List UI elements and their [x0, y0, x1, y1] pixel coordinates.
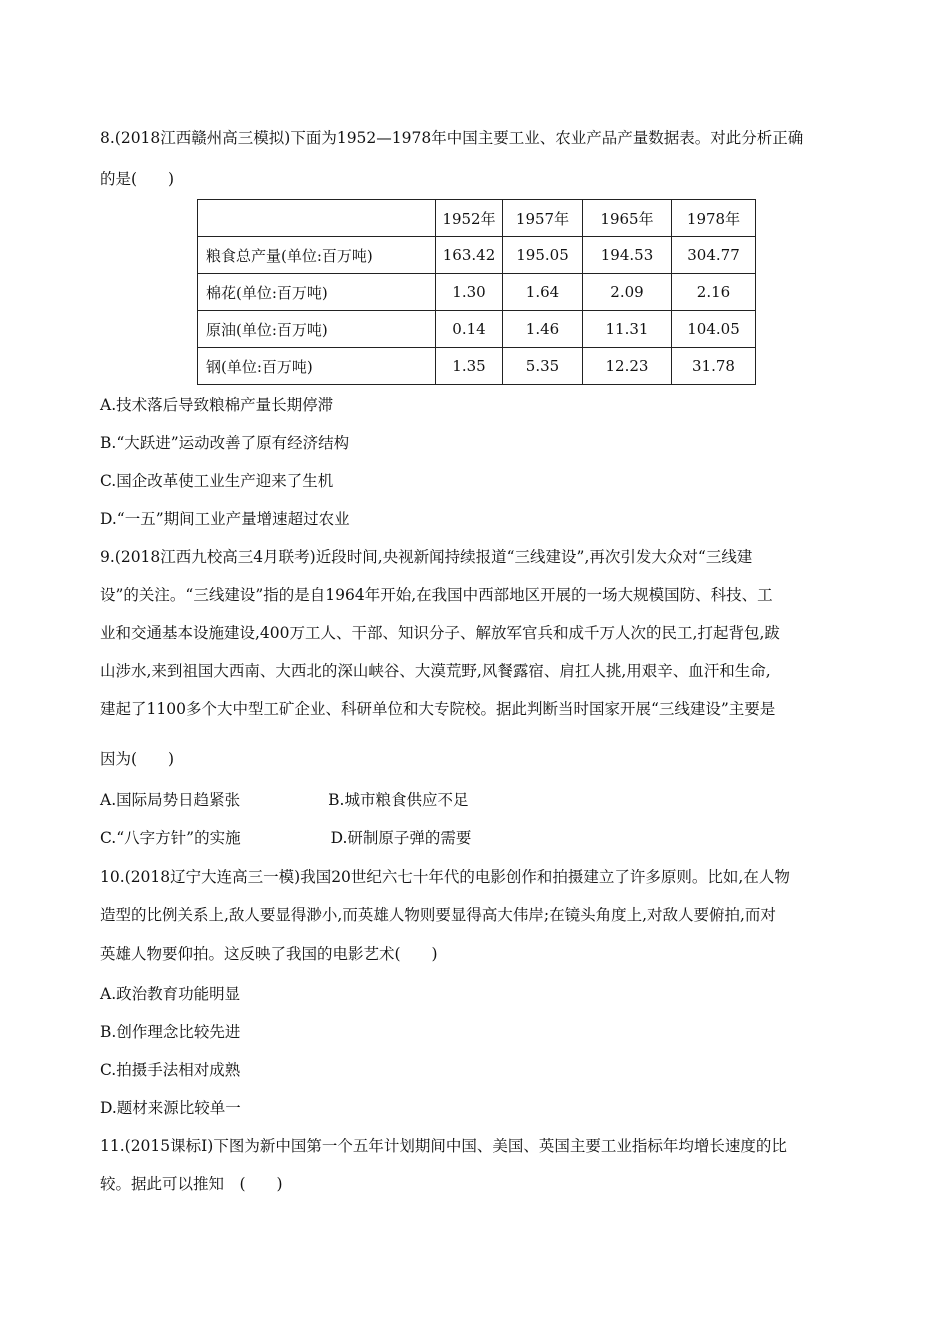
q8-stem-line-1: 8.(2018江西赣州高三模拟)下面为1952—1978年中国主要工业、农业产品产量数据表。对此分析正确 — [100, 129, 804, 147]
table-cell: 5.35 — [503, 348, 583, 385]
table-cell: 1.30 — [436, 274, 503, 311]
year-header: 1978年 — [672, 200, 756, 237]
table-cell: 195.05 — [503, 237, 583, 274]
q9-stem-line-6: 因为( ) — [100, 750, 175, 768]
row-label: 钢(单位:百万吨) — [198, 348, 436, 385]
table-cell: 11.31 — [583, 311, 672, 348]
q9-stem-line-4: 山涉水,来到祖国大西南、大西北的深山峡谷、大漠荒野,风餐露宿、肩扛人挑,用艰辛、血汗和生命, — [100, 662, 771, 680]
table-cell: 0.14 — [436, 311, 503, 348]
q9-options-row-1 — [100, 789, 468, 811]
row-label: 棉花(单位:百万吨) — [198, 274, 436, 311]
row-label: 原油(单位:百万吨) — [198, 311, 436, 348]
table-cell: 31.78 — [672, 348, 756, 385]
q8-option-c: C.国企改革使工业生产迎来了生机 — [100, 472, 334, 490]
q10-stem-line-1: 10.(2018辽宁大连高三一模)我国20世纪六七十年代的电影创作和拍摄建立了许多原则。比如,在人物 — [100, 868, 790, 886]
q10-option-d: D.题材来源比较单一 — [100, 1099, 241, 1117]
table-cell: 304.77 — [672, 237, 756, 274]
year-header: 1965年 — [583, 200, 672, 237]
q9-option-a: A.国际局势日趋紧张 — [100, 791, 241, 809]
table-row — [198, 237, 756, 274]
q10-option-b: B.创作理念比较先进 — [100, 1023, 241, 1041]
production-data-table — [197, 199, 756, 385]
q9-stem-line-2: 设”的关注。“三线建设”指的是自1964年开始,在我国中西部地区开展的一场大规模国防、科技、工 — [100, 586, 773, 604]
row-label: 粮食总产量(单位:百万吨) — [198, 237, 436, 274]
table-cell: 1.35 — [436, 348, 503, 385]
q9-option-b: B.城市粮食供应不足 — [328, 791, 469, 809]
q10-stem-line-2: 造型的比例关系上,敌人要显得渺小,而英雄人物则要显得高大伟岸;在镜头角度上,对敌人要俯拍,而对 — [100, 906, 776, 924]
q9-option-c: C.“八字方针”的实施 — [100, 829, 241, 847]
table-cell: 1.46 — [503, 311, 583, 348]
table-header-row — [198, 200, 756, 237]
q9-stem-line-5: 建起了1100多个大中型工矿企业、科研单位和大专院校。据此判断当时国家开展“三线建设”主要是 — [100, 700, 776, 718]
table-cell: 12.23 — [583, 348, 672, 385]
q10-option-a: A.政治教育功能明显 — [100, 985, 241, 1003]
q8-option-d: D.“一五”期间工业产量增速超过农业 — [100, 510, 350, 528]
table-row — [198, 348, 756, 385]
table-cell: 194.53 — [583, 237, 672, 274]
table-cell: 2.09 — [583, 274, 672, 311]
q10-stem-line-3: 英雄人物要仰拍。这反映了我国的电影艺术( ) — [100, 945, 438, 963]
q11-stem-line-1: 11.(2015课标Ⅰ)下图为新中国第一个五年计划期间中国、美国、英国主要工业指标年均增长速度的比 — [100, 1137, 787, 1155]
q8-option-a: A.技术落后导致粮棉产量长期停滞 — [100, 396, 334, 414]
table-row — [198, 274, 756, 311]
q10-option-c: C.拍摄手法相对成熟 — [100, 1061, 241, 1079]
year-header: 1952年 — [436, 200, 503, 237]
table-row — [198, 311, 756, 348]
q9-stem-line-3: 业和交通基本设施建设,400万工人、干部、知识分子、解放军官兵和成千万人次的民工,打起背包,跋 — [100, 624, 780, 642]
table-corner-cell — [198, 200, 436, 237]
table-cell: 1.64 — [503, 274, 583, 311]
table-cell: 104.05 — [672, 311, 756, 348]
table-cell: 2.16 — [672, 274, 756, 311]
q8-stem-line-2: 的是( ) — [100, 170, 175, 188]
q9-option-d: D.研制原子弹的需要 — [330, 829, 472, 847]
q9-options-row-2 — [100, 827, 471, 849]
q8-option-b: B.“大跃进”运动改善了原有经济结构 — [100, 434, 350, 452]
q9-stem-line-1: 9.(2018江西九校高三4月联考)近段时间,央视新闻持续报道“三线建设”,再次引发大众对“三线建 — [100, 548, 753, 566]
q11-stem-line-2: 较。据此可以推知 ( ) — [100, 1175, 283, 1193]
table-cell: 163.42 — [436, 237, 503, 274]
year-header: 1957年 — [503, 200, 583, 237]
